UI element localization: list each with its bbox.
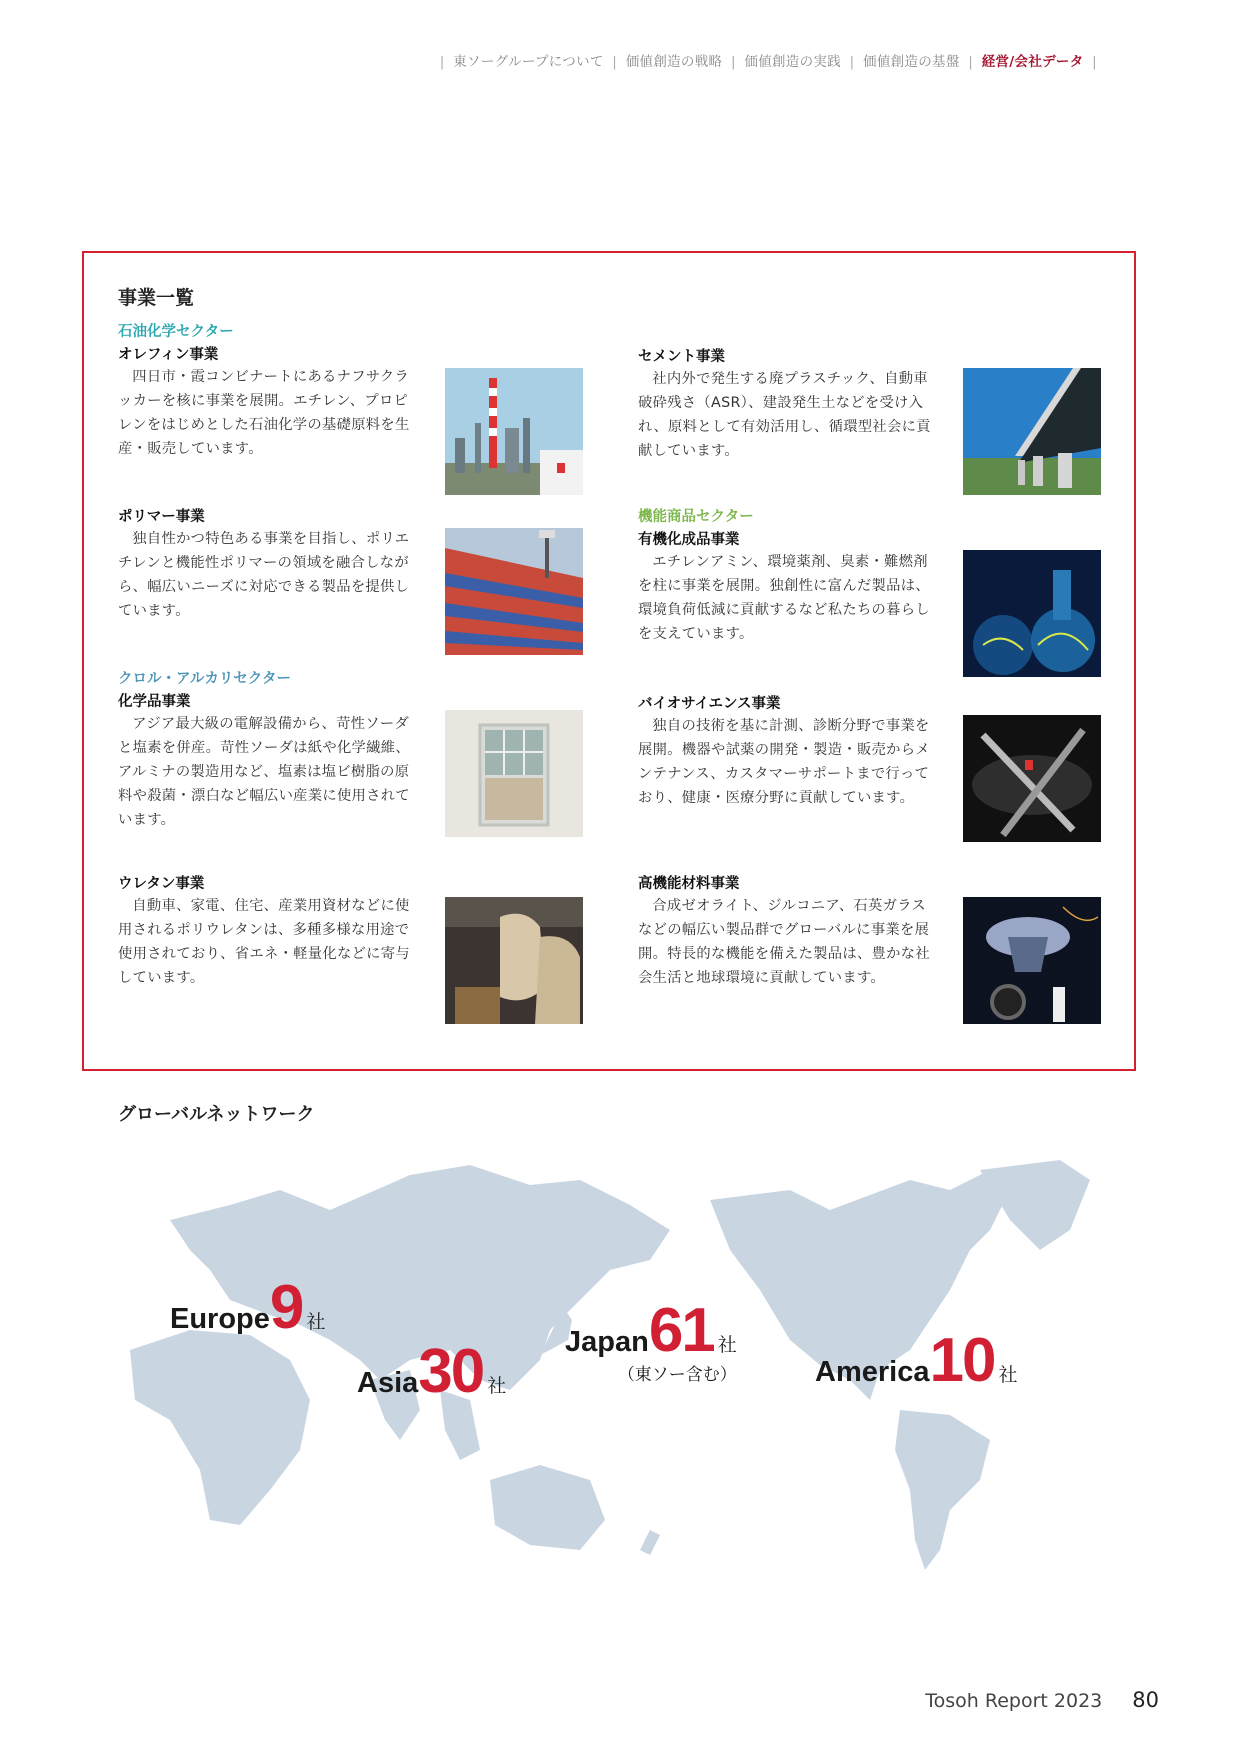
business-name: オレフィン事業 xyxy=(118,347,219,363)
nav-separator: | xyxy=(730,54,736,70)
region-europe xyxy=(170,1272,325,1343)
business-name: 有機化成品事業 xyxy=(638,532,740,548)
business-description: 合成ゼオライト、ジルコニア、石英ガラスなどの幅広い製品群でグローバルに事業を展開。特長的な機能を備えた製品は、豊かな社会生活と地球環境に貢献しています。 xyxy=(638,898,930,986)
region-name: America xyxy=(815,1356,930,1388)
region-name: Japan xyxy=(565,1326,649,1358)
nav-separator: | xyxy=(968,54,974,70)
glass-flasks-photo xyxy=(963,550,1101,677)
business-cement xyxy=(638,345,938,463)
global-network-title: グローバルネットワーク xyxy=(118,1104,315,1125)
business-description: 自動車、家電、住宅、産業用資材などに使用されるポリウレタンは、多種多様な用途で使用されており、省エネ・軽量化などに寄与しています。 xyxy=(118,898,410,986)
petrochemical-plant-photo xyxy=(445,368,583,495)
region-unit: 社 xyxy=(487,1375,507,1397)
region-note: （東ソー含む） xyxy=(617,1365,737,1385)
business-description: 四日市・霞コンビナートにあるナフサクラッカーを核に事業を展開。エチレン、プロピレンをはじめとした石油化学の基礎原料を生産・販売しています。 xyxy=(118,369,410,457)
nav-item-foundation[interactable]: 価値創造の基盤 xyxy=(863,54,960,70)
advanced-materials-photo xyxy=(963,897,1101,1024)
business-name: ポリマー事業 xyxy=(118,509,205,525)
nav-separator: | xyxy=(439,54,445,70)
region-america xyxy=(815,1325,1017,1396)
nav-item-about[interactable]: 東ソーグループについて xyxy=(453,54,604,70)
stadium-seats-photo xyxy=(445,528,583,655)
business-description: 独自の技術を基に計測、診断分野で事業を展開。機器や試薬の開発・製造・販売からメンテナンス、カスタマーサポートまで行っており、健康・医療分野に貢献しています。 xyxy=(638,718,930,806)
window-frame-photo xyxy=(445,710,583,837)
business-description: エチレンアミン、環境薬剤、臭素・難燃剤を柱に事業を展開。独創性に富んだ製品は、環境負荷低減に貢献するなど私たちの暮らしを支えています。 xyxy=(638,554,930,642)
business-chemicals xyxy=(118,667,418,832)
nav-separator: | xyxy=(849,54,855,70)
business-description: 社内外で発生する廃プラスチック、自動車破砕残さ（ASR）、建設発生土などを受け入れ、原料として有効活用し、循環型社会に貢献しています。 xyxy=(638,371,931,459)
business-name: ウレタン事業 xyxy=(118,876,205,892)
business-polymer xyxy=(118,505,418,623)
business-name: バイオサイエンス事業 xyxy=(638,696,781,712)
region-name: Asia xyxy=(357,1367,419,1399)
region-unit: 社 xyxy=(306,1311,326,1333)
sector-specialty: 機能商品セクター xyxy=(638,509,754,525)
chromatography-columns-photo xyxy=(963,715,1101,842)
region-count: 9 xyxy=(269,1273,303,1342)
business-advanced-materials xyxy=(638,872,938,990)
nav-item-strategy[interactable]: 価値創造の戦略 xyxy=(625,54,723,70)
page-number: 80 xyxy=(1132,1688,1159,1712)
nav-item-management-data[interactable]: 経営/会社データ xyxy=(981,54,1084,70)
car-seats-photo xyxy=(445,897,583,1024)
region-count: 30 xyxy=(418,1337,484,1406)
business-name: 高機能材料事業 xyxy=(638,876,740,892)
business-list-title: 事業一覧 xyxy=(118,287,195,309)
business-name: セメント事業 xyxy=(638,349,725,365)
nav-item-practice[interactable]: 価値創造の実践 xyxy=(744,54,841,70)
nav-separator: | xyxy=(1092,54,1097,70)
business-urethane xyxy=(118,872,418,990)
report-title: Tosoh Report 2023 xyxy=(925,1690,1103,1712)
sector-chlor-alkali: クロル・アルカリセクター xyxy=(118,671,291,687)
region-count: 10 xyxy=(929,1326,995,1395)
region-unit: 社 xyxy=(998,1364,1018,1386)
region-count: 61 xyxy=(648,1296,714,1365)
business-name: 化学品事業 xyxy=(118,694,191,710)
nav-separator: | xyxy=(612,54,618,70)
section-nav xyxy=(436,50,1101,70)
region-asia xyxy=(357,1336,506,1407)
region-japan xyxy=(565,1295,737,1385)
highway-bridge-photo xyxy=(963,368,1101,495)
business-bioscience xyxy=(638,692,938,810)
page-footer xyxy=(925,1688,1159,1712)
sector-petrochemical: 石油化学セクター xyxy=(118,324,234,340)
region-unit: 社 xyxy=(717,1334,737,1356)
region-name: Europe xyxy=(170,1303,270,1335)
business-organic-chemicals xyxy=(638,505,938,646)
business-description: 独自性かつ特色ある事業を目指し、ポリエチレンと機能性ポリマーの領域を融合しながら、幅広いニーズに対応できる製品を提供しています。 xyxy=(118,531,410,619)
business-olefin xyxy=(118,320,418,461)
business-description: アジア最大級の電解設備から、苛性ソーダと塩素を併産。苛性ソーダは紙や化学繊維、アルミナの製造用など、塩素は塩ビ樹脂の原料や殺菌・漂白など幅広い産業に使用されています。 xyxy=(118,716,410,828)
